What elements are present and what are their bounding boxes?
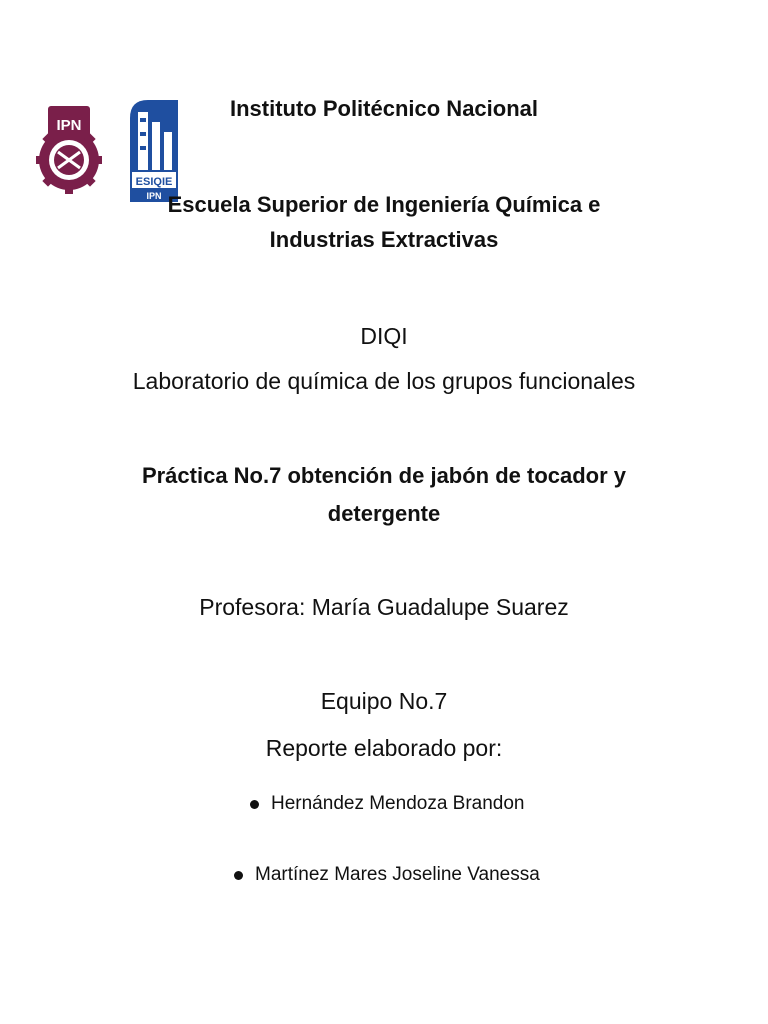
practice-title-line1: Práctica No.7 obtención de jabón de tocador y [141,463,627,488]
institution-title: Instituto Politécnico Nacional [229,96,539,121]
ipn-logo-text: IPN [56,117,82,134]
report-by-label: Reporte elaborado por: [265,735,503,761]
team-number: Equipo No.7 [320,688,448,714]
author-list-item [250,793,525,815]
bullet-icon [250,800,259,809]
esiqie-logo-text: ESIQIE [135,176,173,188]
practice-title-line2: detergente [327,501,441,526]
author-name: Martínez Mares Joseline Vanessa [255,864,540,885]
department-name: DIQI [360,323,408,349]
bullet-icon [234,871,243,880]
school-name-line1: Escuela Superior de Ingeniería Química e [167,192,601,217]
school-name-line2: Industrias Extractivas [269,227,499,252]
esiqie-logo-subtext: IPN [146,191,162,201]
author-name: Hernández Mendoza Brandon [271,793,525,814]
laboratory-name: Laboratorio de química de los grupos funcionales [132,368,636,394]
author-list-item [234,864,540,886]
professor-name: Profesora: María Guadalupe Suarez [199,594,569,620]
